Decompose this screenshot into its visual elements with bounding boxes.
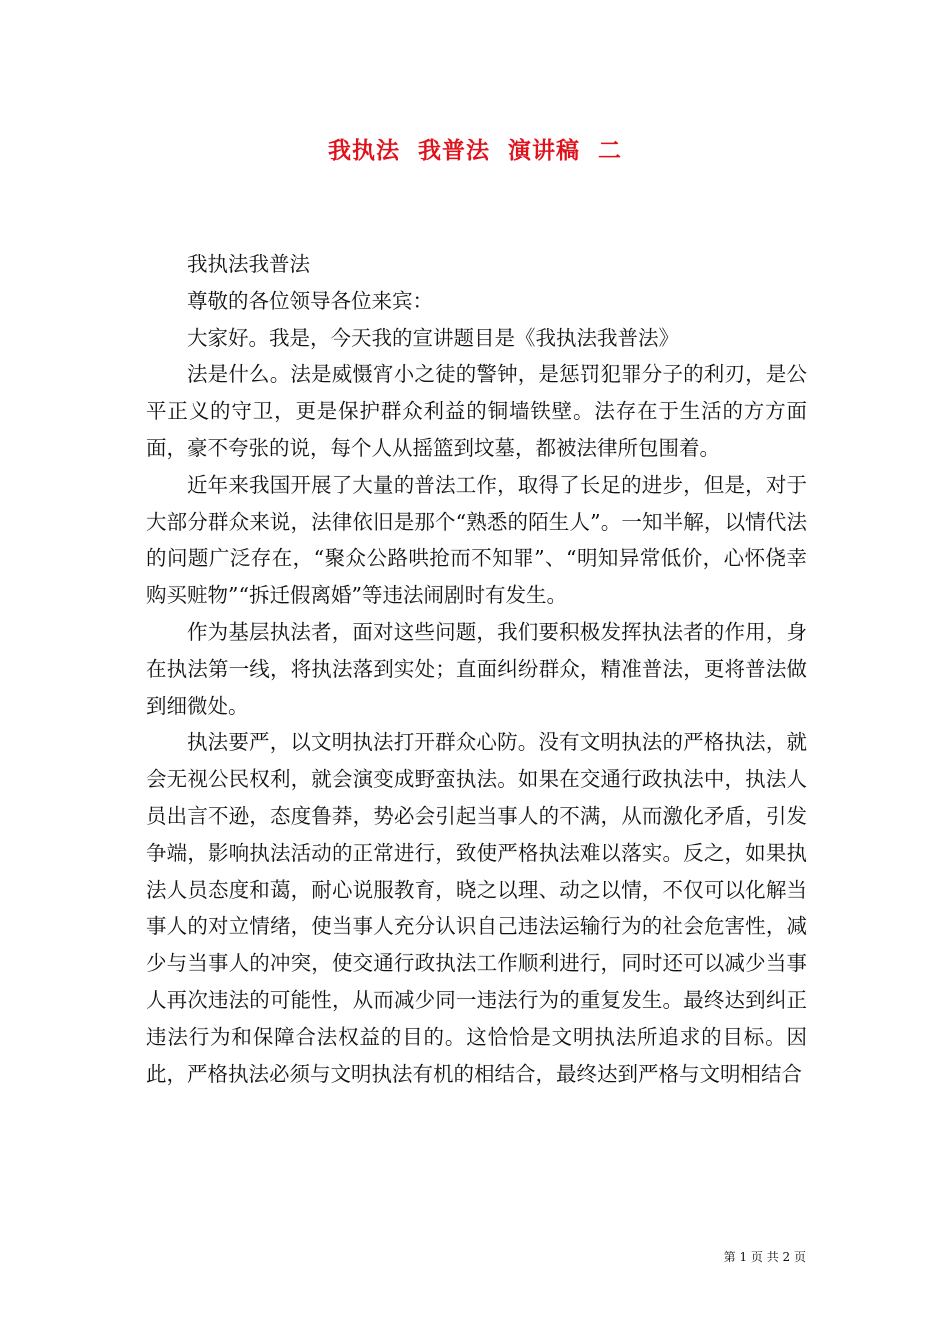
page-number-footer: 第 1 页 共 2 页 <box>723 1250 806 1264</box>
paragraph-salutation: 尊敬的各位领导各位来宾： <box>187 288 433 313</box>
paragraph: 法是什么。法是威慑宵小之徒的警钟，是惩罚犯罪分子的利刃，是公平正义的守卫，更是保护群众利益的铜墙铁壁。法存在于生活的方方面面，豪不夸张的说，每个人从摇篮到坟墓，都被法律所包围着。 <box>146 362 807 460</box>
document-body <box>146 246 807 1092</box>
paragraph-heading: 我执法我普法 <box>187 252 310 276</box>
paragraph: 作为基层执法者，面对这些问题，我们要积极发挥执法者的作用，身在执法第一线，将执法落到实处；直面纠纷群众，精准普法，更将普法做到细微处。 <box>146 619 807 718</box>
paragraph: 近年来我国开展了大量的普法工作，取得了长足的进步，但是，对于大部分群众来说，法律依旧是那个“熟悉的陌生人”。一知半解，以情代法的问题广泛存在，“聚众公路哄抢而不知罪”、“明知异常低价，心怀侥幸购买赃物”“拆迁假离婚”等违法闹剧时有发生。 <box>146 472 807 608</box>
paragraph: 执法要严，以文明执法打开群众心防。没有文明执法的严格执法，就会无视公民权利，就会演变成野蛮执法。如果在交通行政执法中，执法人员出言不逊，态度鲁莽，势必会引起当事人的不满，从而激化矛盾，引发争端，影响执法活动的正常进行，致使严格执法难以落实。反之，如果执法人员态度和蔼，耐心说服教育，晓之以理、动之以情，不仅可以化解当事人的对立情绪，使当事人充分认识自己违法运输行为的社会危害性，减少与当事人的冲突，使交通行政执法工作顺利进行，同时还可以减少当事人再次违法的可能性，从而减少同一违法行为的重复发生。最终达到纠正违法行为和保障合法权益的目的。这恰恰是文明执法所追求的目标。因此，严格执法必须与文明执法有机的相结合，最终达到严格与文明相结合 <box>146 730 807 1086</box>
document-title: 我执法 我普法 演讲稿 二 <box>327 137 623 164</box>
paragraph-greeting: 大家好。我是，今天我的宣讲题目是《我执法我普法》 <box>187 325 679 350</box>
